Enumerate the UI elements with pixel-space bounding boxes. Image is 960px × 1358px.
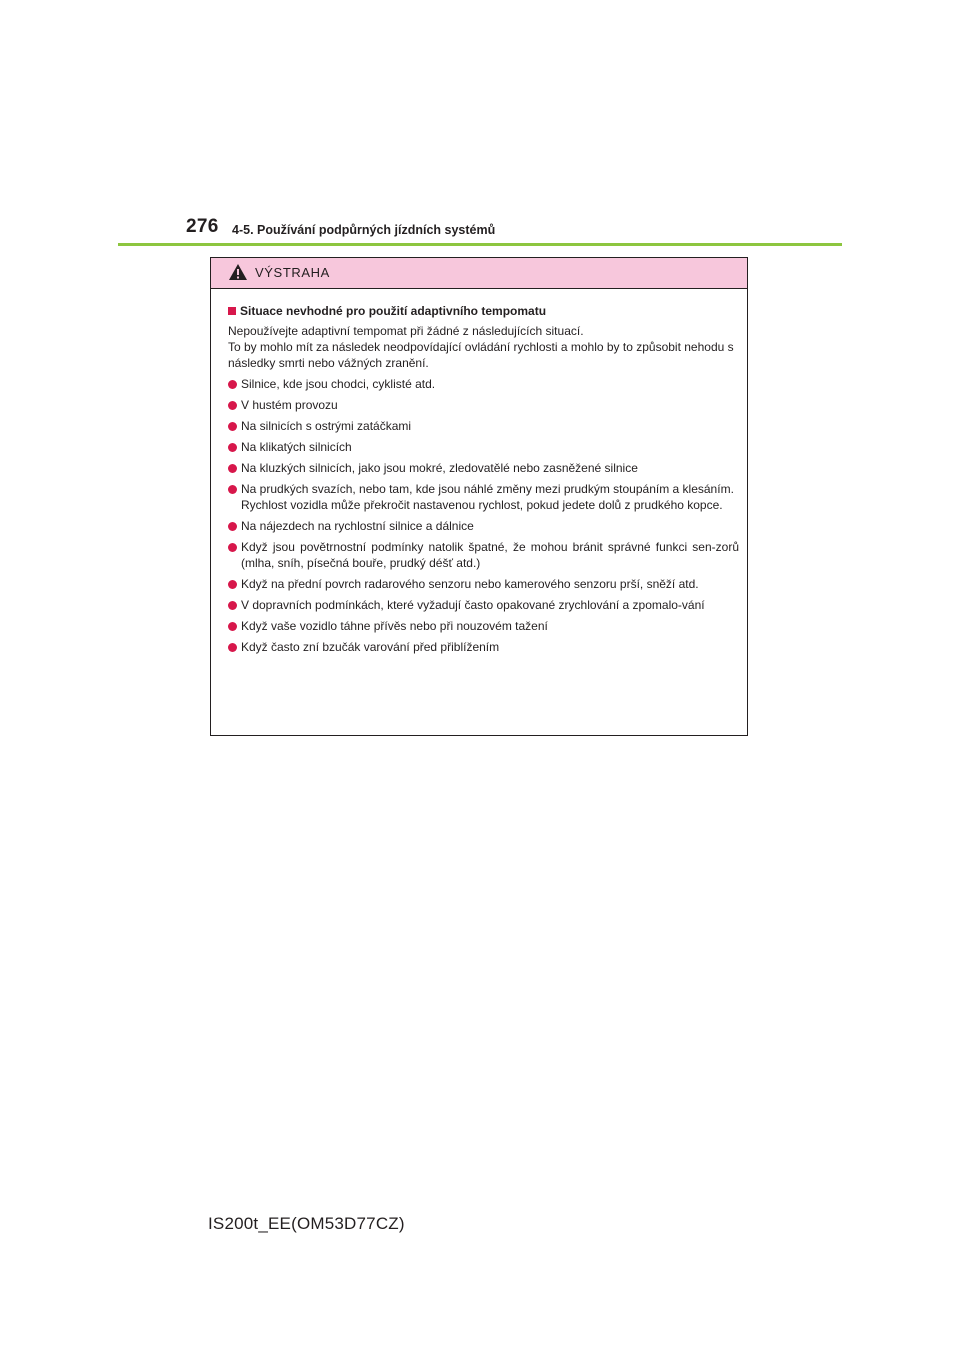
- list-item-text: [241, 518, 739, 534]
- section-title: 4-5. Používání podpůrných jízdních systémů: [232, 223, 496, 237]
- list-item: [228, 518, 739, 534]
- footer-model-code: IS200t_EE(OM53D77CZ): [208, 1214, 405, 1233]
- round-bullet-icon: [228, 422, 237, 431]
- round-bullet-icon: [228, 464, 237, 473]
- list-item-paragraph: Na klikatých silnicích: [241, 440, 352, 454]
- list-item-paragraph: Když často zní bzučák varování před přiblížením: [241, 640, 500, 654]
- round-bullet-icon: [228, 543, 237, 552]
- list-item: [228, 439, 739, 455]
- list-item: [228, 460, 739, 476]
- list-item: [228, 576, 739, 592]
- warning-triangle-icon: [228, 263, 248, 281]
- list-item-paragraph: Na prudkých svazích, nebo tam, kde jsou náhlé změny mezi prudkým stoupáním a klesáním.: [241, 482, 734, 496]
- round-bullet-icon: [228, 643, 237, 652]
- list-item-paragraph: Když jsou povětrnostní podmínky natolik špatné, že mohou bránit správné funkci sen-zorů (mlha, sníh, písečná bouře, prudký déšť atd.): [241, 540, 739, 570]
- list-item-text: [241, 481, 739, 513]
- list-item-paragraph: Na kluzkých silnicích, jako jsou mokré, zledovatělé nebo zasněžené silnice: [241, 461, 638, 475]
- square-bullet-icon: [228, 307, 236, 315]
- list-item: [228, 639, 739, 655]
- list-item: [228, 539, 739, 571]
- list-item-text: [241, 576, 739, 592]
- list-item-text: [241, 418, 739, 434]
- round-bullet-icon: [228, 580, 237, 589]
- list-item-text: [241, 460, 739, 476]
- list-item: [228, 397, 739, 413]
- list-item-paragraph: V hustém provozu: [241, 398, 338, 412]
- list-item-paragraph: Silnice, kde jsou chodci, cyklisté atd.: [241, 377, 436, 391]
- subheading-text: Situace nevhodné pro použití adaptivního tempomatu: [240, 304, 547, 318]
- list-item-paragraph: Na nájezdech na rychlostní silnice a dálnice: [241, 519, 474, 533]
- list-item: [228, 418, 739, 434]
- list-item-paragraph: Rychlost vozidla může překročit nastavenou rychlost, pokud jedete dolů z prudkého kopce.: [241, 498, 723, 512]
- intro-line: Nepoužívejte adaptivní tempomat při žádné z následujících situací.: [228, 324, 584, 338]
- list-item-text: [241, 597, 739, 613]
- warning-box: [210, 257, 748, 736]
- round-bullet-icon: [228, 522, 237, 531]
- round-bullet-icon: [228, 601, 237, 610]
- list-item: [228, 481, 739, 513]
- warning-body: [211, 289, 747, 655]
- list-item-text: [241, 618, 739, 634]
- list-item-text: [241, 397, 739, 413]
- list-item-paragraph: Když vaše vozidlo táhne přívěs nebo při nouzovém tažení: [241, 619, 548, 633]
- list-item-text: [241, 639, 739, 655]
- list-item-paragraph: V dopravních podmínkách, které vyžadují často opakované zrychlování a zpomalo-vání: [241, 598, 705, 612]
- round-bullet-icon: [228, 485, 237, 494]
- intro-text: [228, 323, 739, 371]
- list-item-text: [241, 376, 739, 392]
- list-item-paragraph: Na silnicích s ostrými zatáčkami: [241, 419, 412, 433]
- page-number: 276: [186, 216, 219, 237]
- list-item-text: [241, 539, 739, 571]
- header-rule: [118, 243, 842, 246]
- list-item-paragraph: Když na přední povrch radarového senzoru nebo kamerového senzoru prší, sněží atd.: [241, 577, 699, 591]
- warning-header: [211, 258, 747, 289]
- list-item-text: [241, 439, 739, 455]
- round-bullet-icon: [228, 622, 237, 631]
- round-bullet-icon: [228, 401, 237, 410]
- list-item: [228, 618, 739, 634]
- round-bullet-icon: [228, 443, 237, 452]
- warning-title: VÝSTRAHA: [255, 265, 330, 280]
- intro-line: To by mohlo mít za následek neodpovídající ovládání rychlosti a mohlo by to způsobit nehodu s následky smrti nebo vážných zranění.: [228, 340, 734, 370]
- round-bullet-icon: [228, 380, 237, 389]
- list-item: [228, 376, 739, 392]
- bullet-list: [228, 376, 739, 655]
- list-item: [228, 597, 739, 613]
- warning-subheading: [228, 303, 739, 319]
